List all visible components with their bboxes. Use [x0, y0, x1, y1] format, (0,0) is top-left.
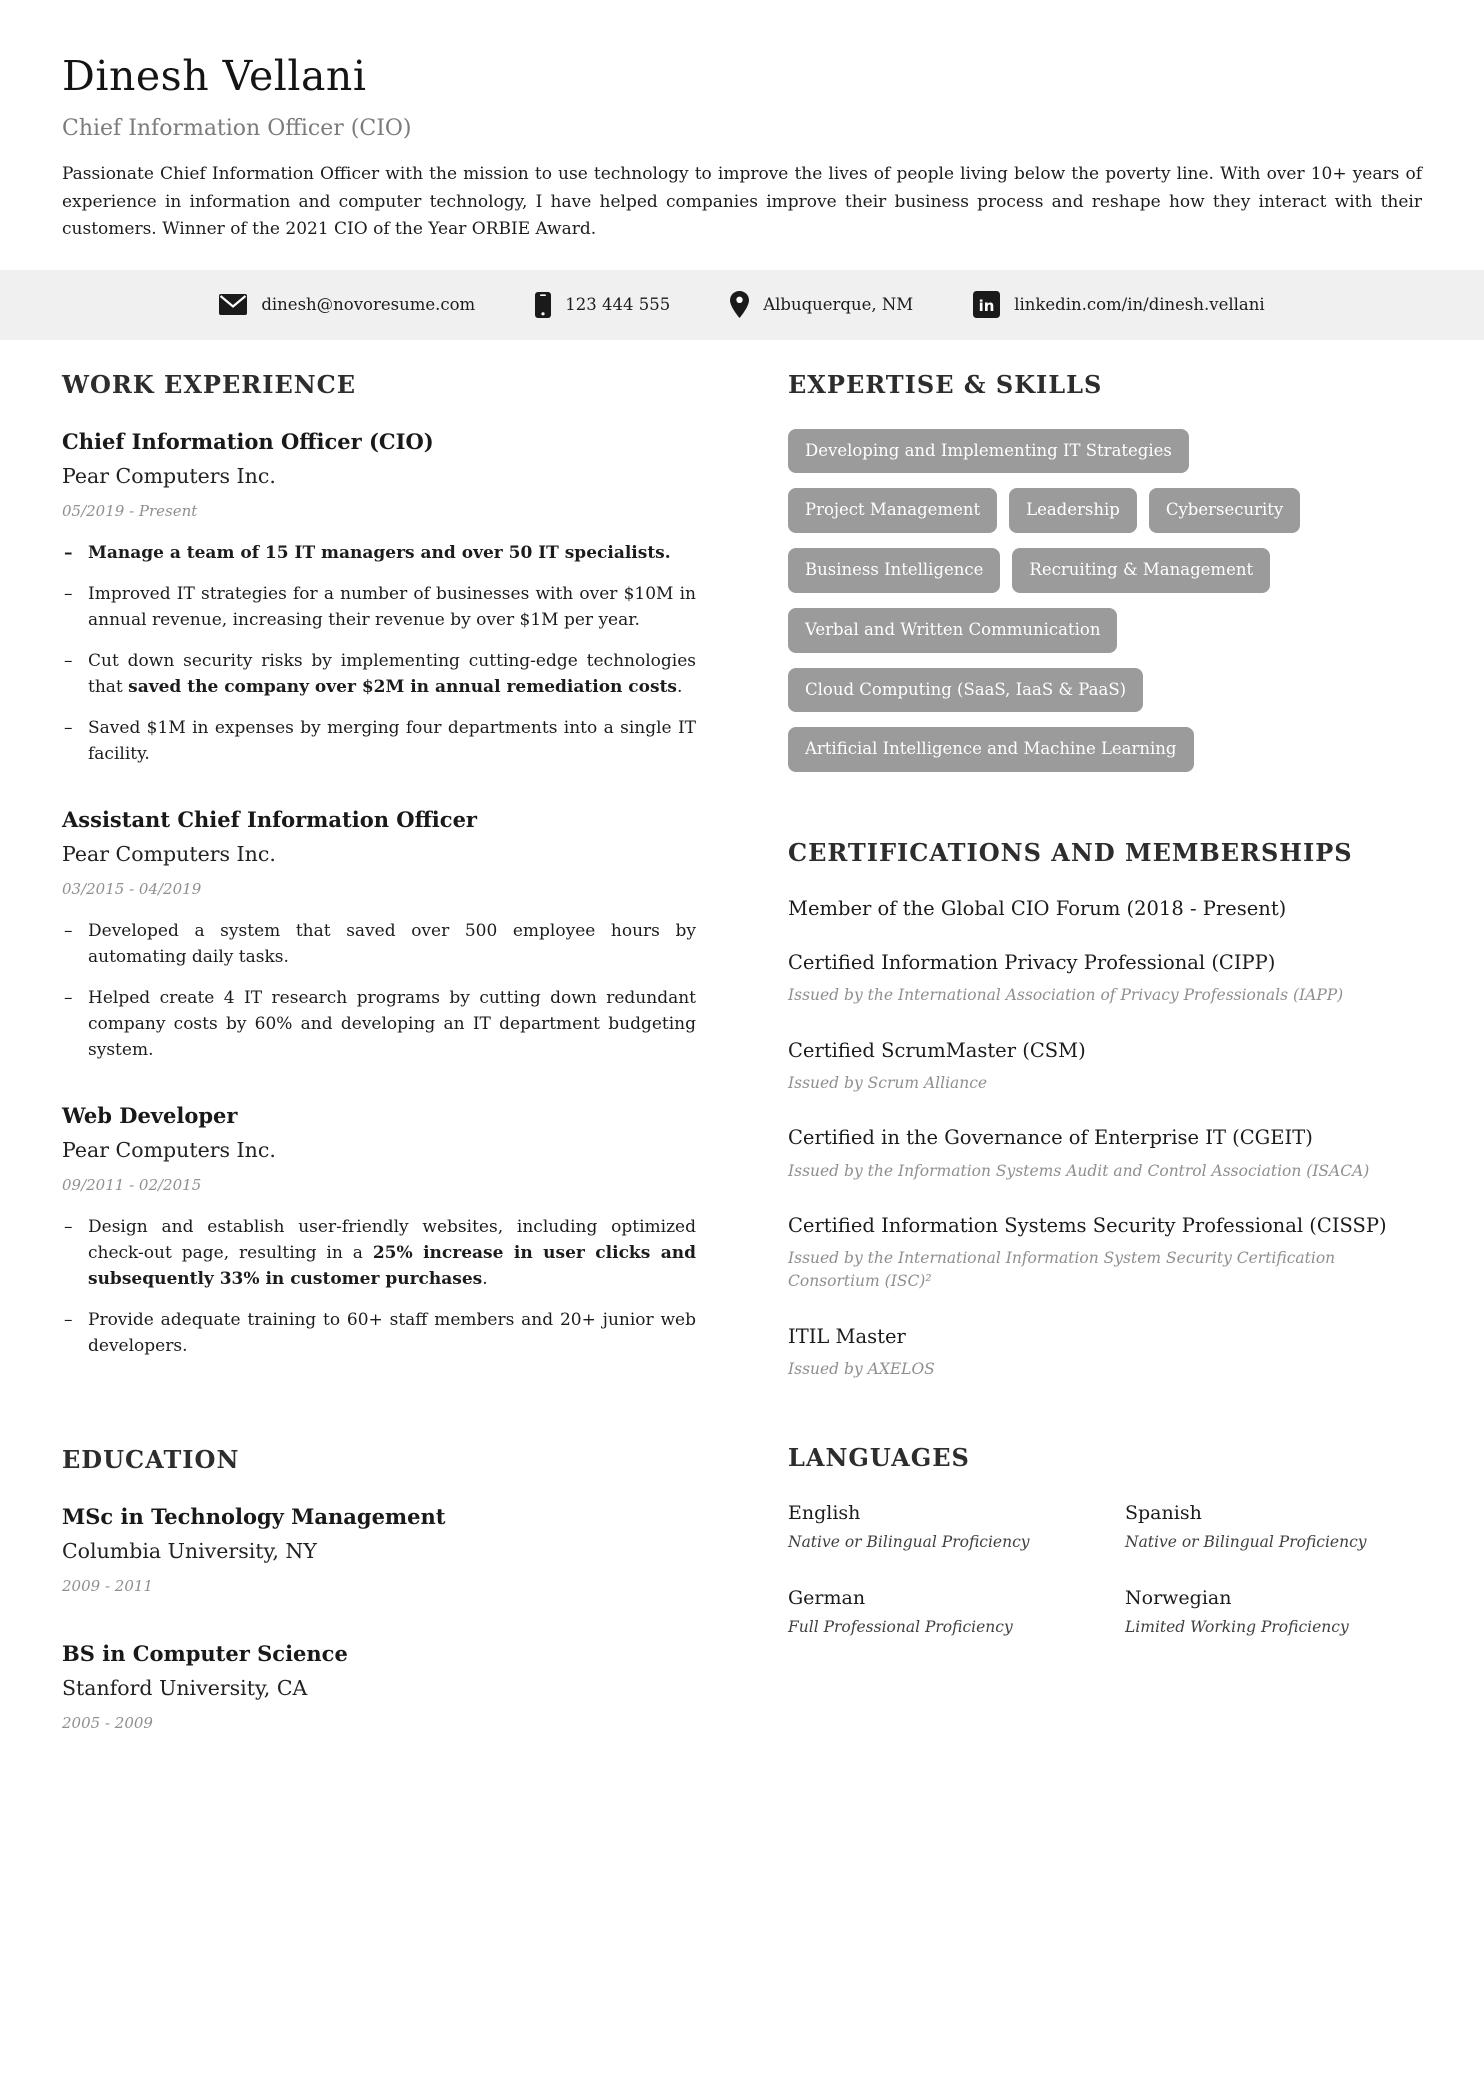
contact-phone	[535, 292, 670, 318]
bullet-text-run: Cut down security risks by implementing cutting-edge technologies that	[88, 650, 696, 697]
education-section	[62, 1445, 696, 1732]
job-entry-title: Assistant Chief Information Officer	[62, 806, 477, 832]
job-entry	[62, 1103, 696, 1359]
bullet-text-run: Improved IT strategies for a number of businesses with over $10M in annual revenue, increasing their revenue by over $1M per year.	[88, 583, 696, 630]
skill-pill: Developing and Implementing IT Strategies	[788, 429, 1189, 474]
language-name: German	[788, 1587, 866, 1610]
education-school: Columbia University, NY	[62, 1538, 317, 1563]
language-name: English	[788, 1502, 861, 1525]
job-bullet	[62, 1214, 696, 1292]
education-dates: 2009 - 2011	[62, 1576, 153, 1595]
language-entry	[1125, 1502, 1422, 1551]
job-bullet	[62, 918, 696, 970]
job-entry	[62, 807, 696, 1063]
education-school: Stanford University, CA	[62, 1675, 308, 1700]
bullet-text-run: .	[482, 1268, 488, 1289]
skill-pill-row	[788, 727, 1422, 772]
education-list	[62, 1504, 696, 1732]
job-entry-dates: 09/2011 - 02/2015	[62, 1175, 202, 1194]
certification-title: Certified in the Governance of Enterprise IT (CGEIT)	[788, 1126, 1313, 1150]
skill-pill-row	[788, 429, 1422, 474]
job-entry-title: Chief Information Officer (CIO)	[62, 428, 434, 454]
contact-email-label: dinesh@novoresume.com	[261, 295, 476, 315]
job-entry-title: Web Developer	[62, 1102, 238, 1128]
language-name: Norwegian	[1125, 1587, 1232, 1610]
job-bullet	[62, 985, 696, 1063]
education-degree: BS in Computer Science	[62, 1640, 348, 1666]
bullet-dash-marker: –	[64, 583, 73, 604]
skill-pill-row	[788, 488, 1422, 533]
bullet-dash-marker: –	[64, 717, 73, 738]
certification-list	[788, 950, 1422, 1381]
person-name: Dinesh Vellani	[62, 52, 367, 100]
education-degree: MSc in Technology Management	[62, 1503, 446, 1529]
linkedin-icon	[973, 291, 1000, 318]
certification-issuer: Issued by the Information Systems Audit and Control Association (ISACA)	[788, 1161, 1370, 1180]
skill-pill-row	[788, 668, 1422, 713]
languages-section	[788, 1443, 1422, 1636]
job-bullet	[62, 581, 696, 633]
certifications-heading: CERTIFICATIONS AND MEMBERSHIPS	[788, 838, 1353, 868]
education-entry	[62, 1504, 696, 1595]
job-entry-dates: 03/2015 - 04/2019	[62, 879, 202, 898]
bullet-text-run: Saved $1M in expenses by merging four departments into a single IT facility.	[88, 717, 696, 764]
job-bullet-list	[62, 918, 696, 1063]
education-entry	[62, 1641, 696, 1732]
certification-entry	[788, 1324, 1422, 1382]
language-name: Spanish	[1125, 1502, 1202, 1525]
certification-entry	[788, 1213, 1422, 1294]
certification-entry	[788, 950, 1422, 1008]
skill-pill: Cloud Computing (SaaS, IaaS & PaaS)	[788, 668, 1143, 713]
bullet-dash-marker: –	[64, 920, 73, 941]
contact-linkedin	[973, 291, 1264, 318]
person-job-title: Chief Information Officer (CIO)	[62, 116, 412, 141]
bullet-dash-marker: –	[64, 542, 73, 563]
right-column	[788, 370, 1422, 1778]
svg-text:in: in	[978, 297, 995, 316]
phone-icon	[535, 292, 551, 318]
language-entry	[788, 1587, 1085, 1636]
languages-heading: LANGUAGES	[788, 1443, 970, 1473]
skill-pill: Recruiting & Management	[1012, 548, 1270, 593]
skills-heading: EXPERTISE & SKILLS	[788, 369, 1103, 399]
bullet-dash-marker: –	[64, 1309, 73, 1330]
skill-pill-row	[788, 548, 1422, 593]
contact-bar	[0, 270, 1484, 340]
skill-pill: Cybersecurity	[1149, 488, 1300, 533]
job-bullet	[62, 648, 696, 700]
bullet-dash-marker: –	[64, 1216, 73, 1237]
bullet-text-run: 25% increase in user clicks and subsequently 33% in customer purchases	[88, 1242, 696, 1289]
certification-title: ITIL Master	[788, 1324, 906, 1348]
skill-pill-row	[788, 608, 1422, 653]
location-pin-icon	[730, 291, 749, 318]
bullet-text-run: Developed a system that saved over 500 employee hours by automating daily tasks.	[88, 920, 696, 967]
job-entry-company: Pear Computers Inc.	[62, 1137, 276, 1162]
bullet-dash-marker: –	[64, 987, 73, 1008]
job-bullet	[62, 715, 696, 767]
bullet-dash-marker: –	[64, 650, 73, 671]
certification-issuer: Issued by AXELOS	[788, 1359, 935, 1378]
certification-issuer: Issued by Scrum Alliance	[788, 1073, 988, 1092]
certification-issuer: Issued by the International Information System Security Certification Consortium (ISC)²	[788, 1249, 1336, 1291]
left-column	[62, 370, 696, 1778]
job-bullet	[62, 540, 696, 566]
certification-issuer: Issued by the International Association of Privacy Professionals (IAPP)	[788, 986, 1344, 1005]
certification-entry	[788, 1125, 1422, 1183]
bullet-text-run: Provide adequate training to 60+ staff members and 20+ junior web developers.	[88, 1309, 696, 1356]
language-list	[788, 1502, 1422, 1636]
bullet-text-run: Helped create 4 IT research programs by cutting down redundant company costs by 60% and developing an IT department budgeting system.	[88, 987, 696, 1060]
language-proficiency: Native or Bilingual Proficiency	[788, 1533, 1030, 1552]
language-proficiency: Limited Working Proficiency	[1125, 1618, 1349, 1637]
resume-body	[0, 340, 1484, 1778]
language-entry	[1125, 1587, 1422, 1636]
work-experience-heading: WORK EXPERIENCE	[62, 369, 357, 399]
certification-title: Certified Information Systems Security Professional (CISSP)	[788, 1213, 1387, 1237]
education-heading: EDUCATION	[62, 1444, 240, 1474]
job-bullet	[62, 1307, 696, 1359]
bullet-text-run: Design and establish user-friendly websites, including optimized check-out page, resulting in a	[88, 1216, 696, 1263]
contact-linkedin-label: linkedin.com/in/dinesh.vellani	[1014, 295, 1265, 315]
job-entry	[62, 429, 696, 767]
certifications-section	[788, 838, 1422, 1381]
certification-title: Certified ScrumMaster (CSM)	[788, 1038, 1086, 1062]
contact-location	[730, 291, 913, 318]
job-entry-dates: 05/2019 - Present	[62, 501, 198, 520]
education-dates: 2005 - 2009	[62, 1713, 153, 1732]
job-list	[62, 429, 696, 1359]
contact-phone-label: 123 444 555	[565, 295, 671, 315]
skill-pill-list	[788, 429, 1422, 773]
language-entry	[788, 1502, 1085, 1551]
contact-email	[219, 294, 475, 315]
bullet-text-run: .	[677, 676, 683, 697]
language-proficiency: Full Professional Proficiency	[788, 1618, 1013, 1637]
job-bullet-list	[62, 1214, 696, 1359]
job-entry-company: Pear Computers Inc.	[62, 463, 276, 488]
membership-line: Member of the Global CIO Forum (2018 - Present)	[788, 897, 1287, 921]
skill-pill: Business Intelligence	[788, 548, 1000, 593]
bullet-text-run: Manage a team of 15 IT managers and over 50 IT specialists.	[88, 542, 671, 563]
bullet-text-run: saved the company over $2M in annual remediation costs	[128, 676, 677, 697]
job-bullet-list	[62, 540, 696, 767]
skill-pill: Verbal and Written Communication	[788, 608, 1117, 653]
skill-pill: Project Management	[788, 488, 997, 533]
certification-entry	[788, 1038, 1422, 1096]
resume-header	[0, 0, 1484, 244]
certification-title: Certified Information Privacy Professional (CIPP)	[788, 951, 1276, 975]
job-entry-company: Pear Computers Inc.	[62, 841, 276, 866]
profile-summary: Passionate Chief Information Officer with the mission to use technology to improve the lives of people living below the poverty line. With over 10+ years of experience in information and computer technology, I have helped companies improve their business process and reshape how they interact with their customers. Winner of the 2021 CIO of the Year ORBIE Award.	[62, 164, 1422, 240]
contact-location-label: Albuquerque, NM	[763, 295, 914, 315]
skill-pill: Leadership	[1009, 488, 1137, 533]
email-icon	[219, 294, 247, 315]
skill-pill: Artificial Intelligence and Machine Learning	[788, 727, 1194, 772]
language-proficiency: Native or Bilingual Proficiency	[1125, 1533, 1367, 1552]
